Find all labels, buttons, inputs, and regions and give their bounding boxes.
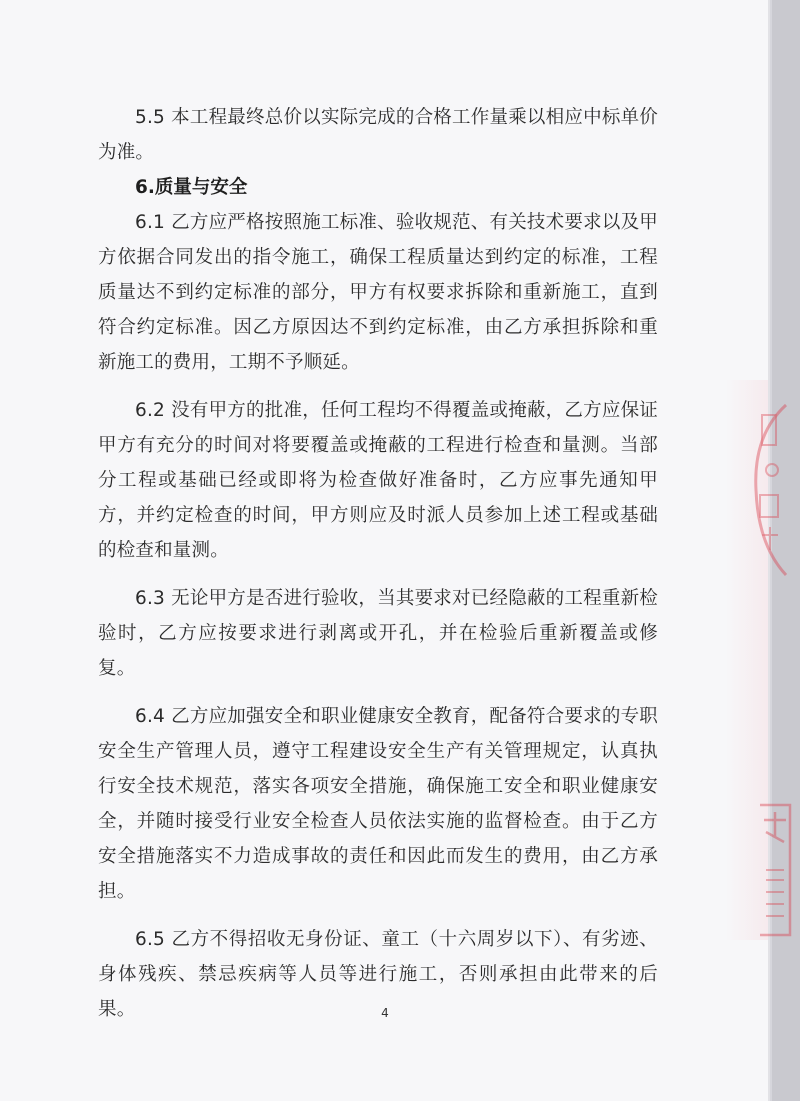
seal-fragment-top: [748, 395, 788, 591]
page-number: 4: [381, 1006, 389, 1020]
section-heading: 6.质量与安全: [135, 177, 248, 198]
paragraph-5-5: 5.5 本工程最终总价以实际完成的合格工作量乘以相应中标单价为准。: [98, 107, 658, 163]
paragraph-6-4: 6.4 乙方应加强安全和职业健康安全教育，配备符合要求的专职安全生产管理人员，遵守工程建设安全生产有关管理规定，认真执行安全技术规范，落实各项安全措施，确保施工安全和职业健康安全，并随时接受行业安全检查人员依法实施的监督检查。由于乙方安全措施落实不力造成事故的责任和因此而发生的费用，由乙方承担。: [98, 706, 658, 902]
seal-bottom-icon: [750, 800, 796, 940]
document-body: [98, 100, 658, 1027]
paragraph-6-1: 6.1 乙方应严格按照施工标准、验收规范、有关技术要求以及甲方依据合同发出的指令施工，确保工程质量达到约定的标准，工程质量达不到约定标准的部分，甲方有权要求拆除和重新施工，直到符合约定标准。因乙方原因达不到约定标准，由乙方承担拆除和重新施工的费用，工期不予顺延。: [98, 212, 658, 373]
paragraph-6-3: 6.3 无论甲方是否进行验收，当其要求对已经隐蔽的工程重新检验时，乙方应按要求进行剥离或开孔，并在检验后重新覆盖或修复。: [98, 588, 658, 679]
paragraph-6-5: 6.5 乙方不得招收无身份证、童工（十六周岁以下）、有劣迹、身体残疾、禁忌疾病等人员等进行施工，否则承担由此带来的后果。: [98, 929, 658, 1020]
paragraph-6-2: 6.2 没有甲方的批准，任何工程均不得覆盖或掩蔽，乙方应保证甲方有充分的时间对将要覆盖或掩蔽的工程进行检查和量测。当部分工程或基础已经或即将为检查做好准备时，乙方应事先通知甲方，并约定检查的时间，甲方则应及时派人员参加上述工程或基础的检查和量测。: [98, 400, 658, 561]
seal-top-icon: [748, 395, 788, 585]
seal-fragment-bottom: [750, 800, 796, 944]
